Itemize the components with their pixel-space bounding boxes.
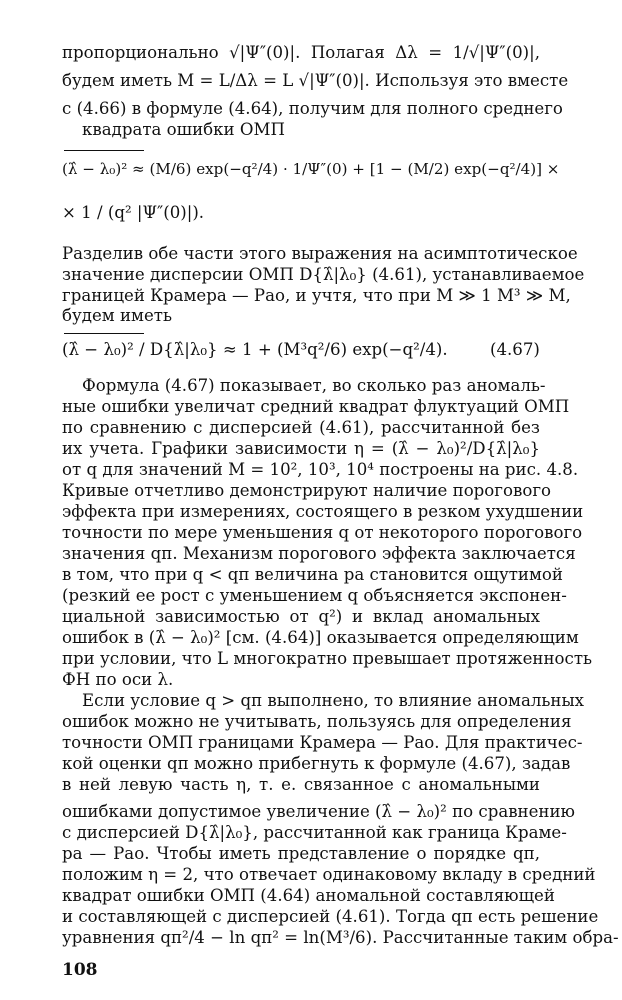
equation-line: (λ̂ − λ₀)² ≈ (M/6) exp(−q²/4) · 1/Ψ″(0) + [1 − (M/2) exp(−q²/4)] × bbox=[62, 160, 560, 178]
overline bbox=[64, 150, 144, 151]
text-line: пропорционально √|Ψ″(0)|. Полагая Δλ = 1/√|Ψ″(0)|, bbox=[62, 43, 540, 62]
equation-line: × 1 / (q² |Ψ″(0)|). bbox=[62, 203, 205, 222]
text-line: точности по мере уменьшения q от некоторого порогового bbox=[62, 523, 583, 542]
text-line: ФН по оси λ. bbox=[62, 670, 174, 689]
text-line: в ней левую часть η, т. е. связанное с аномальными bbox=[62, 775, 540, 794]
text-line: Формула (4.67) показывает, во сколько раз аномаль- bbox=[82, 376, 546, 395]
text-line: ошибками допустимое увеличение (λ̂ − λ₀)² по сравнению bbox=[62, 802, 575, 821]
text-line: точности ОМП границами Крамера — Рао. Для практичес- bbox=[62, 733, 583, 752]
text-line: с дисперсией D{λ̂|λ₀}, рассчитанной как граница Краме- bbox=[62, 823, 567, 842]
text-line: Кривые отчетливо демонстрируют наличие порогового bbox=[62, 481, 551, 500]
text-line: квадрата ошибки ОМП bbox=[82, 120, 285, 139]
text-line: положим η = 2, что отвечает одинаковому вкладу в средний bbox=[62, 865, 596, 884]
text-line: границей Крамера — Рао, и учтя, что при M ≫ 1 M³ ≫ M, bbox=[62, 286, 571, 305]
equation-number: (4.67) bbox=[490, 340, 540, 359]
text-line: и составляющей с дисперсией (4.61). Тогда qп есть решение bbox=[62, 907, 599, 926]
text-line: в том, что при q < qп величина pа становится ощутимой bbox=[62, 565, 563, 584]
text-line: квадрат ошибки ОМП (4.64) аномальной составляющей bbox=[62, 886, 555, 905]
text-line: будем иметь bbox=[62, 306, 172, 325]
text-line: с (4.66) в формуле (4.64), получим для полного среднего bbox=[62, 99, 563, 118]
text-line: (резкий ее рост с уменьшением q объясняется экспонен- bbox=[62, 586, 567, 605]
equation-line: (λ̂ − λ₀)² / D{λ̂|λ₀} ≈ 1 + (M³q²/6) exp(−q²/4). bbox=[62, 340, 448, 359]
text-line: циальной зависимостью от q²) и вклад аномальных bbox=[62, 607, 540, 626]
text-line: от q для значений M = 10², 10³, 10⁴ построены на рис. 4.8. bbox=[62, 460, 579, 479]
overline bbox=[64, 333, 144, 334]
text-line: при условии, что L многократно превышает протяженность bbox=[62, 649, 593, 668]
text-line: Разделив обе части этого выражения на асимптотическое bbox=[62, 244, 578, 263]
text-line: ошибок можно не учитывать, пользуясь для определения bbox=[62, 712, 572, 731]
text-line: значение дисперсии ОМП D{λ̂|λ₀} (4.61), устанавливаемое bbox=[62, 265, 585, 284]
text-line: ошибок в (λ̂ − λ₀)² [см. (4.64)] оказывается определяющим bbox=[62, 628, 579, 647]
page-number: 108 bbox=[62, 960, 98, 980]
text-line: Если условие q > qп выполнено, то влияние аномальных bbox=[82, 691, 585, 710]
text-line: их учета. Графики зависимости η = (λ̂ − λ₀)²/D{λ̂|λ₀} bbox=[62, 439, 540, 458]
text-line: эффекта при измерениях, состоящего в резком ухудшении bbox=[62, 502, 584, 521]
text-line: ра — Рао. Чтобы иметь представление о порядке qп, bbox=[62, 844, 540, 863]
text-line: уравнения qп²/4 − ln qп² = ln(M³/6). Рассчитанные таким обра- bbox=[62, 928, 619, 947]
text-line: по сравнению с дисперсией (4.61), рассчитанной без bbox=[62, 418, 540, 437]
text-line: значения qп. Механизм порогового эффекта заключается bbox=[62, 544, 576, 563]
text-line: ные ошибки увеличат средний квадрат флуктуаций ОМП bbox=[62, 397, 570, 416]
text-line: кой оценки qп можно прибегнуть к формуле (4.67), задав bbox=[62, 754, 571, 773]
text-line: будем иметь M = L/Δλ = L √|Ψ″(0)|. Используя это вместе bbox=[62, 71, 569, 90]
